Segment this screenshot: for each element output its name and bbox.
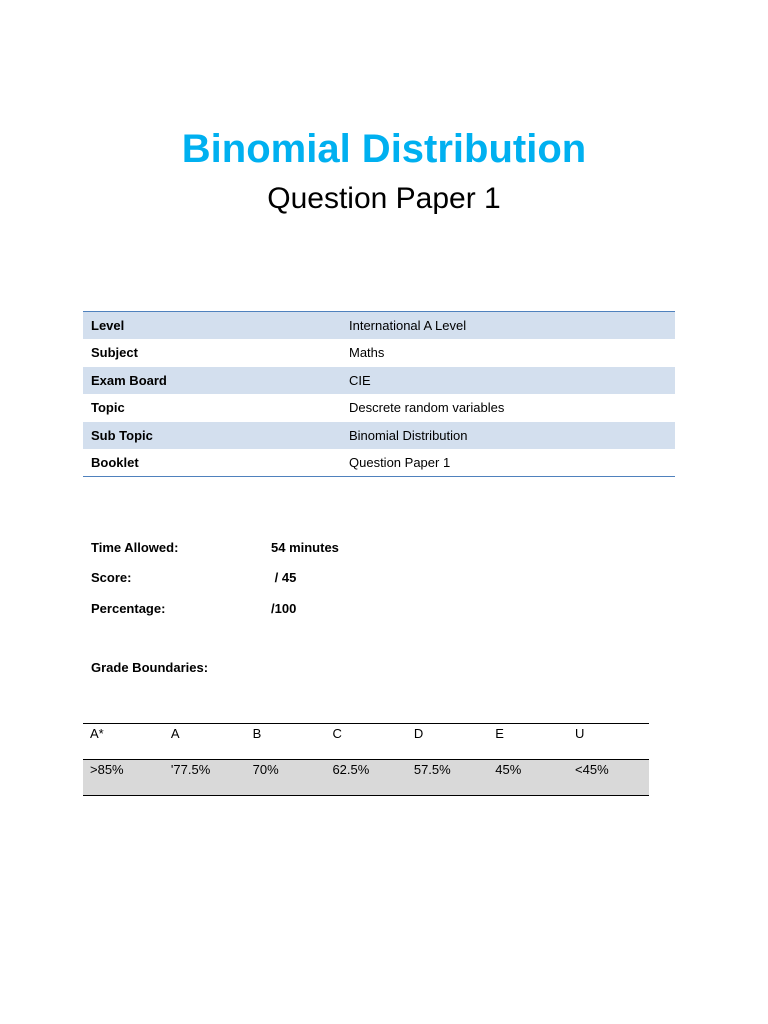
grade-header-row xyxy=(83,724,649,760)
grade-header: E xyxy=(488,724,568,760)
grade-value: 70% xyxy=(252,762,279,777)
info-value: International A Level xyxy=(349,318,467,333)
percentage-label: Percentage: xyxy=(91,601,166,616)
score-value: / 45 xyxy=(271,570,297,585)
info-row-subject xyxy=(83,339,675,367)
score-label: Score: xyxy=(91,570,132,585)
info-key: Exam Board xyxy=(91,372,167,388)
info-value: Maths xyxy=(349,345,385,361)
info-value: CIE xyxy=(349,372,371,388)
grade-boundaries-title: Grade Boundaries: xyxy=(91,660,209,675)
grade-header: B xyxy=(246,724,326,760)
grade-header: A* xyxy=(83,724,164,760)
time-allowed-value: 54 minutes xyxy=(271,540,339,555)
grade-value: >85% xyxy=(90,762,124,777)
info-table xyxy=(83,311,675,477)
document-subtitle: Question Paper 1 xyxy=(267,182,501,215)
grade-value: '77.5% xyxy=(170,762,211,777)
info-key: Level xyxy=(91,318,125,333)
info-value: Descrete random variables xyxy=(349,400,505,416)
grade-header: A xyxy=(164,724,246,760)
grade-value: <45% xyxy=(575,762,609,777)
time-allowed-label: Time Allowed: xyxy=(91,540,179,555)
grade-value: 45% xyxy=(495,762,522,777)
grade-header: D xyxy=(407,724,488,760)
grade-values-row xyxy=(83,760,649,796)
info-key: Booklet xyxy=(91,455,139,470)
info-row-booklet xyxy=(83,449,675,477)
info-row-topic xyxy=(83,394,675,422)
info-row-level xyxy=(83,312,675,340)
grade-header: C xyxy=(325,724,406,760)
info-key: Topic xyxy=(91,400,125,416)
grade-header: U xyxy=(568,724,649,760)
info-value: Binomial Distribution xyxy=(349,427,468,443)
info-value: Question Paper 1 xyxy=(349,455,451,470)
info-key: Sub Topic xyxy=(91,427,153,443)
info-row-sub-topic xyxy=(83,422,675,450)
grade-value: 57.5% xyxy=(413,762,451,777)
grade-boundaries-table xyxy=(83,723,649,796)
percentage-value: /100 xyxy=(271,601,297,616)
grade-value: 62.5% xyxy=(332,762,370,777)
info-row-exam-board xyxy=(83,367,675,395)
document-title: Binomial Distribution xyxy=(181,127,587,171)
info-key: Subject xyxy=(91,345,138,361)
